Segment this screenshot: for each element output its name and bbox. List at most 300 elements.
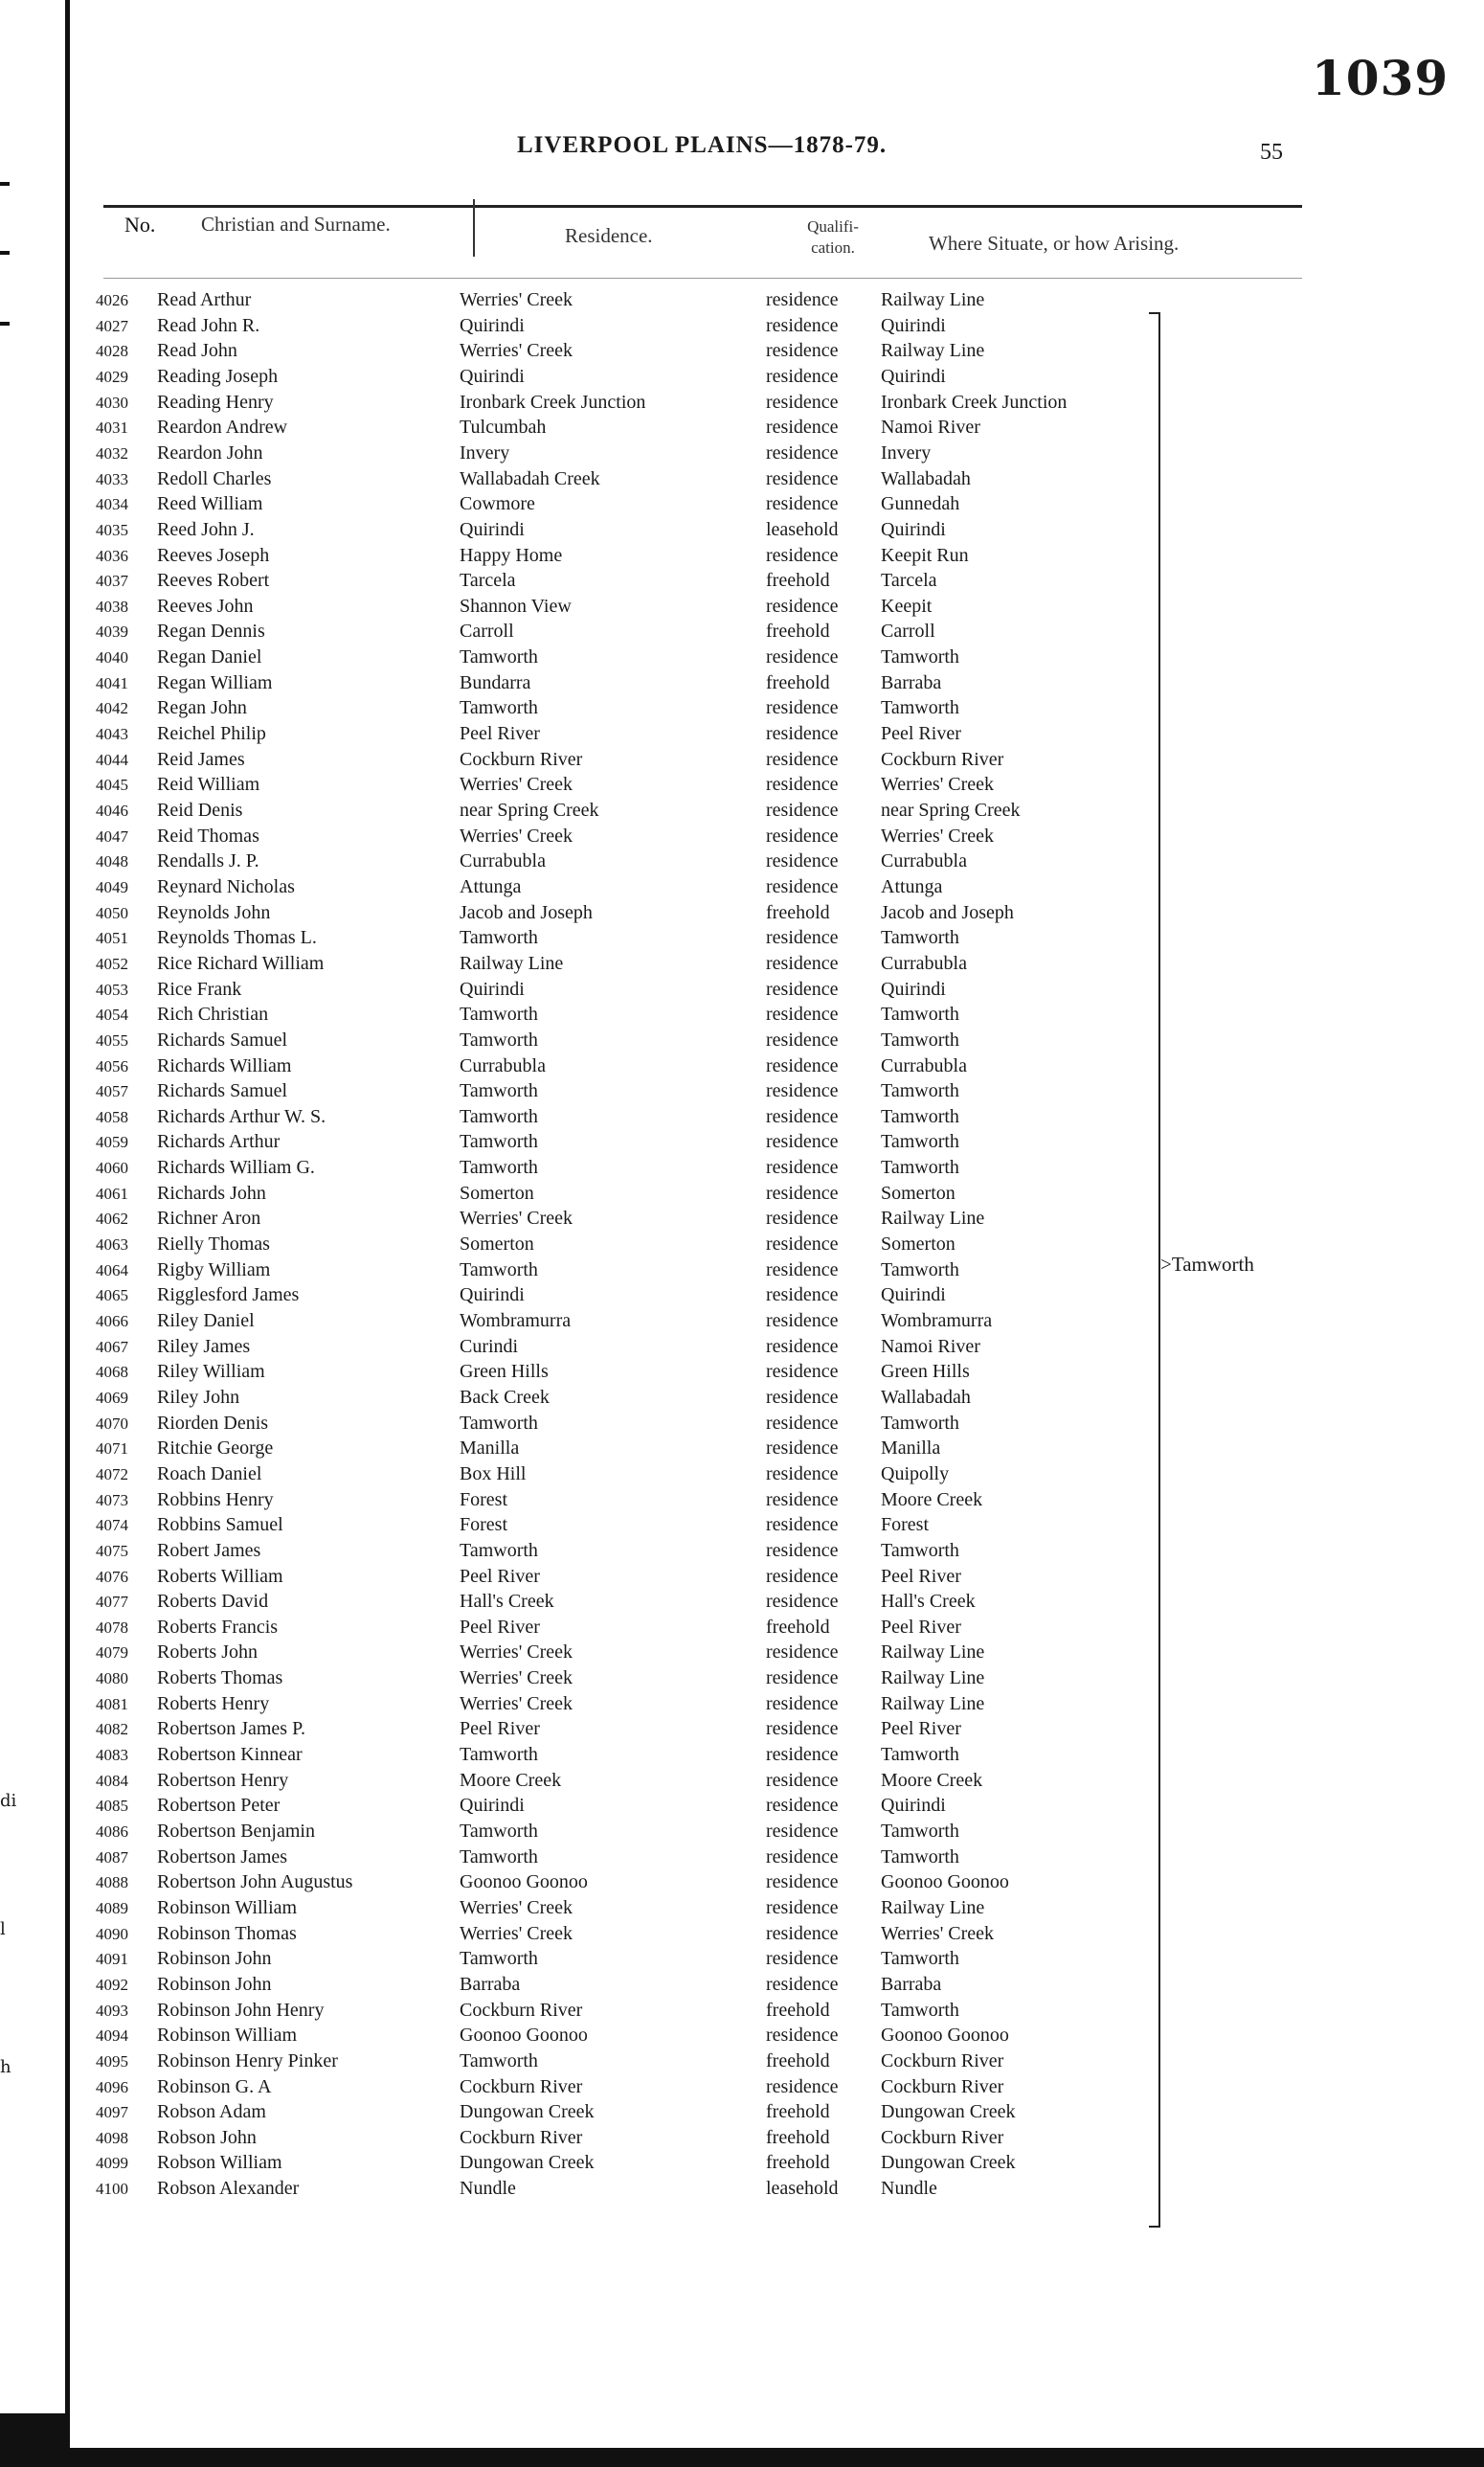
entry-residence: Somerton — [460, 1182, 534, 1204]
entry-where: Tamworth — [881, 1157, 959, 1179]
list-item — [0, 289, 1178, 314]
bracket-label-text: Tamworth — [1171, 1253, 1254, 1276]
entry-residence: Tamworth — [460, 1412, 538, 1434]
bracket-label: >Tamworth — [1160, 1253, 1254, 1276]
entry-number: 4085 — [96, 1797, 128, 1816]
entry-where: Quirindi — [881, 365, 946, 387]
entry-number: 4080 — [96, 1669, 128, 1688]
entry-number: 4088 — [96, 1873, 128, 1892]
entry-residence: Peel River — [460, 723, 540, 745]
entry-residence: Railway Line — [460, 952, 564, 974]
list-item — [0, 1336, 1178, 1361]
entry-residence: Tamworth — [460, 1845, 538, 1867]
entry-number: 4050 — [96, 903, 128, 922]
entry-where: Goonoo Goonoo — [881, 2025, 1009, 2047]
entry-number: 4078 — [96, 1618, 128, 1637]
entry-qualification: residence — [766, 1258, 839, 1280]
entry-residence: Peel River — [460, 1565, 540, 1587]
entry-name: Robertson Henry — [157, 1769, 289, 1791]
entry-where: Tamworth — [881, 1105, 959, 1127]
entry-name: Roberts William — [157, 1565, 283, 1587]
entry-residence: Back Creek — [460, 1386, 550, 1408]
list-item — [0, 2178, 1178, 2203]
entry-where: Tamworth — [881, 1539, 959, 1561]
list-item — [0, 1744, 1178, 1769]
entry-number: 4091 — [96, 1950, 128, 1969]
entry-where: Railway Line — [881, 1208, 985, 1230]
entry-qualification: residence — [766, 1208, 839, 1230]
entry-residence: Forest — [460, 1488, 507, 1510]
entry-name: Regan John — [157, 697, 247, 719]
entry-name: Riley John — [157, 1386, 240, 1408]
page-number: 1039 — [1312, 50, 1450, 106]
entry-name: Robert James — [157, 1539, 261, 1561]
entry-qualification: residence — [766, 800, 839, 821]
entry-name: Roberts John — [157, 1641, 258, 1664]
entry-name: Rendalls J. P. — [157, 850, 259, 872]
entry-qualification: residence — [766, 748, 839, 770]
list-item — [0, 1974, 1178, 1999]
entry-number: 4094 — [96, 2026, 128, 2046]
entry-residence: Box Hill — [460, 1462, 527, 1484]
entry-where: Somerton — [881, 1234, 956, 1256]
entry-name: Reardon John — [157, 441, 263, 464]
entry-number: 4047 — [96, 826, 128, 846]
entry-number: 4043 — [96, 725, 128, 744]
entry-name: Robinson G. A — [157, 2075, 272, 2097]
list-item — [0, 570, 1178, 595]
list-item — [0, 826, 1178, 850]
entry-where: Namoi River — [881, 1335, 980, 1357]
sub-page-number: 55 — [1260, 140, 1283, 165]
list-item — [0, 1004, 1178, 1029]
entry-name: Rielly Thomas — [157, 1234, 270, 1256]
entry-number: 4072 — [96, 1464, 128, 1483]
entry-number: 4038 — [96, 597, 128, 616]
entry-qualification: residence — [766, 850, 839, 872]
entry-name: Robbins Henry — [157, 1488, 274, 1510]
entry-residence: Werries' Creek — [460, 1208, 573, 1230]
entry-qualification: residence — [766, 544, 839, 566]
entry-qualification: residence — [766, 493, 839, 515]
column-header-name: Christian and Surname. — [201, 213, 391, 236]
list-item — [0, 902, 1178, 927]
entry-qualification: residence — [766, 1718, 839, 1740]
list-item — [0, 2101, 1178, 2126]
entry-number: 4073 — [96, 1490, 128, 1509]
entry-where: Tarcela — [881, 570, 937, 592]
list-item — [0, 1540, 1178, 1565]
entry-where: Currabubla — [881, 952, 967, 974]
entry-qualification: residence — [766, 2075, 839, 2097]
list-item — [0, 1080, 1178, 1105]
entry-residence: Goonoo Goonoo — [460, 1871, 588, 1893]
entry-where: Attunga — [881, 875, 943, 897]
entry-where: Railway Line — [881, 1896, 985, 1918]
entry-number: 4051 — [96, 929, 128, 948]
list-item — [0, 749, 1178, 774]
bracket — [1149, 312, 1160, 2228]
entry-name: Rice Frank — [157, 978, 242, 1000]
entry-name: Robson John — [157, 2126, 257, 2148]
margin-fragment: l — [0, 1919, 6, 1939]
entry-residence: Wombramurra — [460, 1310, 572, 1331]
entry-number: 4034 — [96, 495, 128, 514]
entry-qualification: residence — [766, 289, 839, 310]
list-item — [0, 672, 1178, 697]
entry-qualification: freehold — [766, 2152, 830, 2174]
entry-name: Riorden Denis — [157, 1412, 269, 1434]
list-item — [0, 1361, 1178, 1386]
entry-qualification: residence — [766, 927, 839, 949]
entry-residence: Tamworth — [460, 697, 538, 719]
entry-name: Richards William G. — [157, 1157, 315, 1179]
margin-fragment: di — [0, 1791, 17, 1811]
entry-name: Robson William — [157, 2152, 282, 2174]
entry-name: Reid Thomas — [157, 825, 259, 847]
entry-name: Reeves Robert — [157, 570, 270, 592]
page-title: LIVERPOOL PLAINS—1878-79. — [517, 132, 888, 158]
entry-qualification: residence — [766, 1845, 839, 1867]
entry-residence: Cockburn River — [460, 1999, 583, 2021]
list-item — [0, 1234, 1178, 1258]
entry-where: Dungowan Creek — [881, 2152, 1016, 2174]
entry-where: Peel River — [881, 1616, 961, 1638]
entry-name: Reid Denis — [157, 800, 243, 821]
entry-number: 4086 — [96, 1822, 128, 1841]
entry-where: Moore Creek — [881, 1488, 983, 1510]
entry-qualification: residence — [766, 1004, 839, 1026]
list-item — [0, 442, 1178, 467]
list-item — [0, 1591, 1178, 1616]
entry-qualification: freehold — [766, 1616, 830, 1638]
entry-number: 4083 — [96, 1746, 128, 1765]
entry-qualification: residence — [766, 417, 839, 439]
entry-name: Riley Daniel — [157, 1310, 255, 1331]
list-item — [0, 2152, 1178, 2177]
entry-number: 4055 — [96, 1030, 128, 1050]
entry-where: Railway Line — [881, 289, 985, 310]
entry-residence: Tamworth — [460, 1821, 538, 1842]
scan-bottom-shadow — [69, 2448, 1484, 2467]
entry-name: Rich Christian — [157, 1004, 269, 1026]
entry-qualification: residence — [766, 1080, 839, 1102]
entry-qualification: freehold — [766, 901, 830, 923]
entry-qualification: residence — [766, 1948, 839, 1970]
entry-residence: Werries' Creek — [460, 825, 573, 847]
entry-name: Robbins Samuel — [157, 1514, 283, 1536]
entry-qualification: freehold — [766, 2101, 830, 2123]
entry-residence: Quirindi — [460, 978, 525, 1000]
entry-where: Quirindi — [881, 1795, 946, 1817]
entry-where: Currabubla — [881, 850, 967, 872]
list-item — [0, 1387, 1178, 1412]
entry-residence: Quirindi — [460, 1795, 525, 1817]
entry-number: 4066 — [96, 1312, 128, 1330]
entry-number: 4074 — [96, 1516, 128, 1535]
entry-where: Tamworth — [881, 1821, 959, 1842]
entry-residence: Jacob and Joseph — [460, 901, 593, 923]
list-item — [0, 646, 1178, 671]
entry-number: 4052 — [96, 954, 128, 973]
entry-residence: Tulcumbah — [460, 417, 547, 439]
list-item — [0, 1718, 1178, 1743]
entry-qualification: residence — [766, 1795, 839, 1817]
column-header-qualification: Qualifi- cation. — [807, 217, 859, 257]
list-item — [0, 315, 1178, 340]
list-item — [0, 545, 1178, 570]
entry-residence: Happy Home — [460, 544, 563, 566]
margin-fragment: h — [0, 2057, 11, 2077]
entry-where: Barraba — [881, 1973, 942, 1995]
entry-qualification: residence — [766, 1234, 839, 1256]
entry-name: Riley James — [157, 1335, 251, 1357]
entry-qualification: residence — [766, 978, 839, 1000]
entry-where: Tamworth — [881, 1845, 959, 1867]
entry-name: Reynolds Thomas L. — [157, 927, 317, 949]
entry-where: Railway Line — [881, 1667, 985, 1689]
entry-where: Peel River — [881, 723, 961, 745]
entry-number: 4097 — [96, 2103, 128, 2122]
entry-where: Cockburn River — [881, 2049, 1004, 2071]
entry-where: Wallabadah — [881, 1386, 971, 1408]
entry-qualification: residence — [766, 1437, 839, 1460]
entry-number: 4096 — [96, 2077, 128, 2096]
entry-where: near Spring Creek — [881, 800, 1021, 821]
entry-qualification: residence — [766, 441, 839, 464]
entry-residence: Tamworth — [460, 2049, 538, 2071]
entry-name: Robertson John Augustus — [157, 1871, 353, 1893]
entry-where: Keepit Run — [881, 544, 969, 566]
entry-name: Robinson Henry Pinker — [157, 2049, 338, 2071]
entry-qualification: residence — [766, 1871, 839, 1893]
entry-where: Tamworth — [881, 1948, 959, 1970]
entry-residence: Attunga — [460, 875, 522, 897]
entry-qualification: residence — [766, 1667, 839, 1689]
list-item — [0, 876, 1178, 901]
entry-residence: Dungowan Creek — [460, 2152, 595, 2174]
list-item — [0, 493, 1178, 518]
entry-residence: Hall's Creek — [460, 1591, 554, 1613]
entry-number: 4087 — [96, 1847, 128, 1867]
entry-where: Railway Line — [881, 340, 985, 362]
entry-name: Regan William — [157, 671, 273, 693]
entry-qualification: residence — [766, 1821, 839, 1842]
entry-number: 4057 — [96, 1082, 128, 1101]
entry-name: Roberts David — [157, 1591, 269, 1613]
entry-qualification: leasehold — [766, 518, 839, 540]
entry-qualification: residence — [766, 1029, 839, 1051]
entry-residence: Tamworth — [460, 1258, 538, 1280]
column-header-where: Where Situate, or how Arising. — [929, 232, 1180, 255]
entry-where: Cockburn River — [881, 748, 1004, 770]
entry-number: 4049 — [96, 877, 128, 896]
entry-name: Robertson James — [157, 1845, 288, 1867]
entry-where: Quirindi — [881, 518, 946, 540]
entry-where: Quirindi — [881, 978, 946, 1000]
entry-where: Tamworth — [881, 1412, 959, 1434]
entry-residence: Tamworth — [460, 1157, 538, 1179]
entry-residence: Quirindi — [460, 518, 525, 540]
entry-residence: Quirindi — [460, 365, 525, 387]
list-item — [0, 1617, 1178, 1641]
entry-residence: Ironbark Creek Junction — [460, 391, 646, 413]
entry-number: 4042 — [96, 699, 128, 718]
entry-where: Tamworth — [881, 1004, 959, 1026]
entry-name: Regan Daniel — [157, 646, 262, 668]
entry-number: 4037 — [96, 572, 128, 591]
entry-qualification: residence — [766, 774, 839, 796]
entry-qualification: residence — [766, 1514, 839, 1536]
entry-qualification: residence — [766, 646, 839, 668]
entry-name: Robertson James P. — [157, 1718, 305, 1740]
entry-number: 4035 — [96, 520, 128, 539]
entry-qualification: residence — [766, 1310, 839, 1331]
entry-residence: Peel River — [460, 1718, 540, 1740]
entry-qualification: residence — [766, 1131, 839, 1153]
list-item — [0, 1157, 1178, 1182]
entry-where: Tamworth — [881, 1999, 959, 2021]
entry-qualification: residence — [766, 1591, 839, 1613]
entry-residence: Werries' Creek — [460, 1896, 573, 1918]
list-item — [0, 1055, 1178, 1080]
entry-residence: Somerton — [460, 1234, 534, 1256]
entry-qualification: freehold — [766, 2049, 830, 2071]
entry-residence: Wallabadah Creek — [460, 467, 600, 489]
entry-qualification: residence — [766, 1105, 839, 1127]
entry-residence: Tamworth — [460, 1004, 538, 1026]
entry-where: Barraba — [881, 671, 942, 693]
entry-residence: Tamworth — [460, 646, 538, 668]
entry-qualification: residence — [766, 1539, 839, 1561]
entry-name: Roberts Henry — [157, 1692, 270, 1714]
column-divider — [473, 199, 475, 257]
entry-number: 4040 — [96, 648, 128, 668]
entry-where: Quipolly — [881, 1462, 950, 1484]
entry-qualification: freehold — [766, 621, 830, 643]
entry-name: Reed John J. — [157, 518, 255, 540]
entry-where: Quirindi — [881, 314, 946, 336]
entry-name: Read Arthur — [157, 289, 252, 310]
entry-where: Green Hills — [881, 1361, 970, 1383]
entry-number: 4081 — [96, 1694, 128, 1713]
entry-residence: Forest — [460, 1514, 507, 1536]
entry-where: Tamworth — [881, 927, 959, 949]
entry-name: Richards Samuel — [157, 1029, 288, 1051]
entry-name: Robinson William — [157, 2025, 298, 2047]
entry-where: Goonoo Goonoo — [881, 1871, 1009, 1893]
entry-where: Gunnedah — [881, 493, 960, 515]
entry-name: Read John — [157, 340, 237, 362]
entry-qualification: residence — [766, 952, 839, 974]
header-rule — [103, 205, 1302, 208]
entry-qualification: residence — [766, 595, 839, 617]
list-item — [0, 927, 1178, 952]
entry-qualification: freehold — [766, 2126, 830, 2148]
entry-qualification: residence — [766, 723, 839, 745]
list-item — [0, 1413, 1178, 1437]
list-item — [0, 723, 1178, 748]
entry-name: Reynard Nicholas — [157, 875, 295, 897]
entry-residence: Tarcela — [460, 570, 516, 592]
entry-residence: Werries' Creek — [460, 1922, 573, 1944]
entry-name: Richner Aron — [157, 1208, 261, 1230]
list-item — [0, 1489, 1178, 1514]
entry-where: Tamworth — [881, 1080, 959, 1102]
entry-residence: Cockburn River — [460, 2126, 583, 2148]
list-item — [0, 2025, 1178, 2049]
entry-qualification: residence — [766, 314, 839, 336]
entry-number: 4030 — [96, 393, 128, 412]
entry-residence: Barraba — [460, 1973, 521, 1995]
entry-name: Robson Adam — [157, 2101, 266, 2123]
entry-number: 4045 — [96, 776, 128, 795]
entry-name: Reading Henry — [157, 391, 274, 413]
entry-name: Richards Samuel — [157, 1080, 288, 1102]
entry-qualification: residence — [766, 467, 839, 489]
entry-number: 4084 — [96, 1771, 128, 1790]
entry-qualification: residence — [766, 1488, 839, 1510]
list-item — [0, 468, 1178, 493]
entry-number: 4082 — [96, 1720, 128, 1739]
entry-where: Forest — [881, 1514, 929, 1536]
entry-residence: Dungowan Creek — [460, 2101, 595, 2123]
list-item — [0, 1208, 1178, 1233]
list-item — [0, 2050, 1178, 2075]
entry-name: Robinson Thomas — [157, 1922, 297, 1944]
entry-residence: Curindi — [460, 1335, 519, 1357]
entry-qualification: residence — [766, 1335, 839, 1357]
entry-name: Robinson William — [157, 1896, 298, 1918]
list-item — [0, 800, 1178, 825]
entry-name: Rice Richard William — [157, 952, 325, 974]
entry-number: 4044 — [96, 750, 128, 769]
entry-residence: Werries' Creek — [460, 774, 573, 796]
entry-residence: Werries' Creek — [460, 1641, 573, 1664]
bracket-top — [1149, 312, 1160, 314]
entry-residence: Tamworth — [460, 927, 538, 949]
entry-number: 4098 — [96, 2128, 128, 2147]
entry-name: Robinson John Henry — [157, 1999, 325, 2021]
entry-residence: Invery — [460, 441, 510, 464]
entry-residence: Manilla — [460, 1437, 520, 1460]
entry-number: 4070 — [96, 1414, 128, 1433]
entry-number: 4079 — [96, 1643, 128, 1663]
entry-where: Manilla — [881, 1437, 941, 1460]
list-item — [0, 1948, 1178, 1973]
list-item — [0, 1846, 1178, 1871]
list-item — [0, 774, 1178, 799]
entry-qualification: residence — [766, 1361, 839, 1383]
list-item — [0, 1437, 1178, 1462]
list-item — [0, 1566, 1178, 1591]
entry-number: 4099 — [96, 2154, 128, 2173]
entry-number: 4071 — [96, 1439, 128, 1459]
entry-qualification: residence — [766, 697, 839, 719]
entry-residence: Quirindi — [460, 314, 525, 336]
entry-number: 4039 — [96, 622, 128, 642]
margin-mark — [0, 182, 10, 186]
list-item — [0, 1641, 1178, 1666]
list-item — [0, 850, 1178, 875]
entry-number: 4059 — [96, 1133, 128, 1152]
entry-residence: Currabubla — [460, 1054, 546, 1076]
entry-where: Tamworth — [881, 1258, 959, 1280]
list-item — [0, 1897, 1178, 1922]
entry-number: 4058 — [96, 1107, 128, 1126]
entry-where: Tamworth — [881, 1744, 959, 1766]
entry-name: Reynolds John — [157, 901, 271, 923]
